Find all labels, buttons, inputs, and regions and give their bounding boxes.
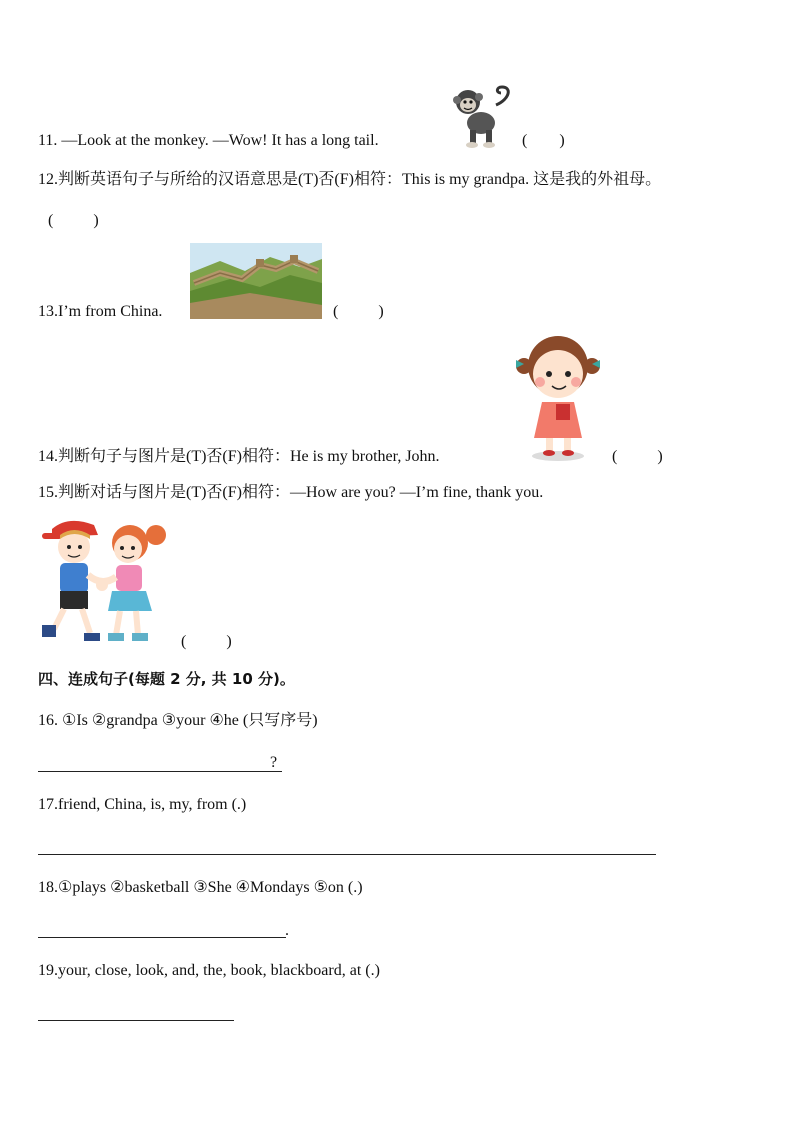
question-18-text: 18.①plays ②basketball ③She ④Mondays ⑤on (.) (38, 879, 363, 896)
question-18-end-mark: . (285, 922, 289, 939)
question-19-text: 19.your, close, look, and, the, book, blackboard, at (.) (38, 962, 380, 979)
monkey-image (448, 85, 514, 149)
answer-paren-15[interactable]: ( ) (181, 633, 232, 650)
question-14-text: 14.判断句子与图片是(T)否(F)相符：He is my brother, John. (38, 448, 440, 465)
question-16-end-mark: ? (270, 754, 278, 771)
answer-paren-14[interactable]: ( ) (612, 448, 663, 465)
question-15-text: 15.判断对话与图片是(T)否(F)相符：—How are you? —I’m fine, thank you. (38, 484, 544, 501)
answer-paren-13[interactable]: ( ) (333, 303, 384, 320)
question-16-text: 16. ①Is ②grandpa ③your ④he (只写序号) (38, 712, 318, 729)
question-17-text: 17.friend, China, is, my, from (.) (38, 796, 247, 813)
great-wall-image (190, 243, 322, 319)
answer-paren-12[interactable]: ( ) (48, 212, 99, 229)
answer-line-17[interactable] (38, 854, 656, 855)
answer-line-18[interactable] (38, 937, 286, 938)
boy-girl-handshake-image (38, 515, 172, 648)
girl-holding-book-image (512, 330, 604, 462)
question-11-text: 11. —Look at the monkey. —Wow! It has a long tail. (38, 132, 379, 149)
section-4-heading: 四、连成句子(每题 2 分, 共 10 分)。 (38, 670, 295, 688)
answer-paren-11[interactable]: ( ) (522, 132, 565, 149)
question-12-text: 12.判断英语句子与所给的汉语意思是(T)否(F)相符：This is my grandpa. 这是我的外祖母。 (38, 171, 662, 188)
question-13-text: 13.I’m from China. (38, 303, 163, 320)
answer-line-19[interactable] (38, 1020, 234, 1021)
answer-line-16[interactable] (38, 771, 282, 772)
